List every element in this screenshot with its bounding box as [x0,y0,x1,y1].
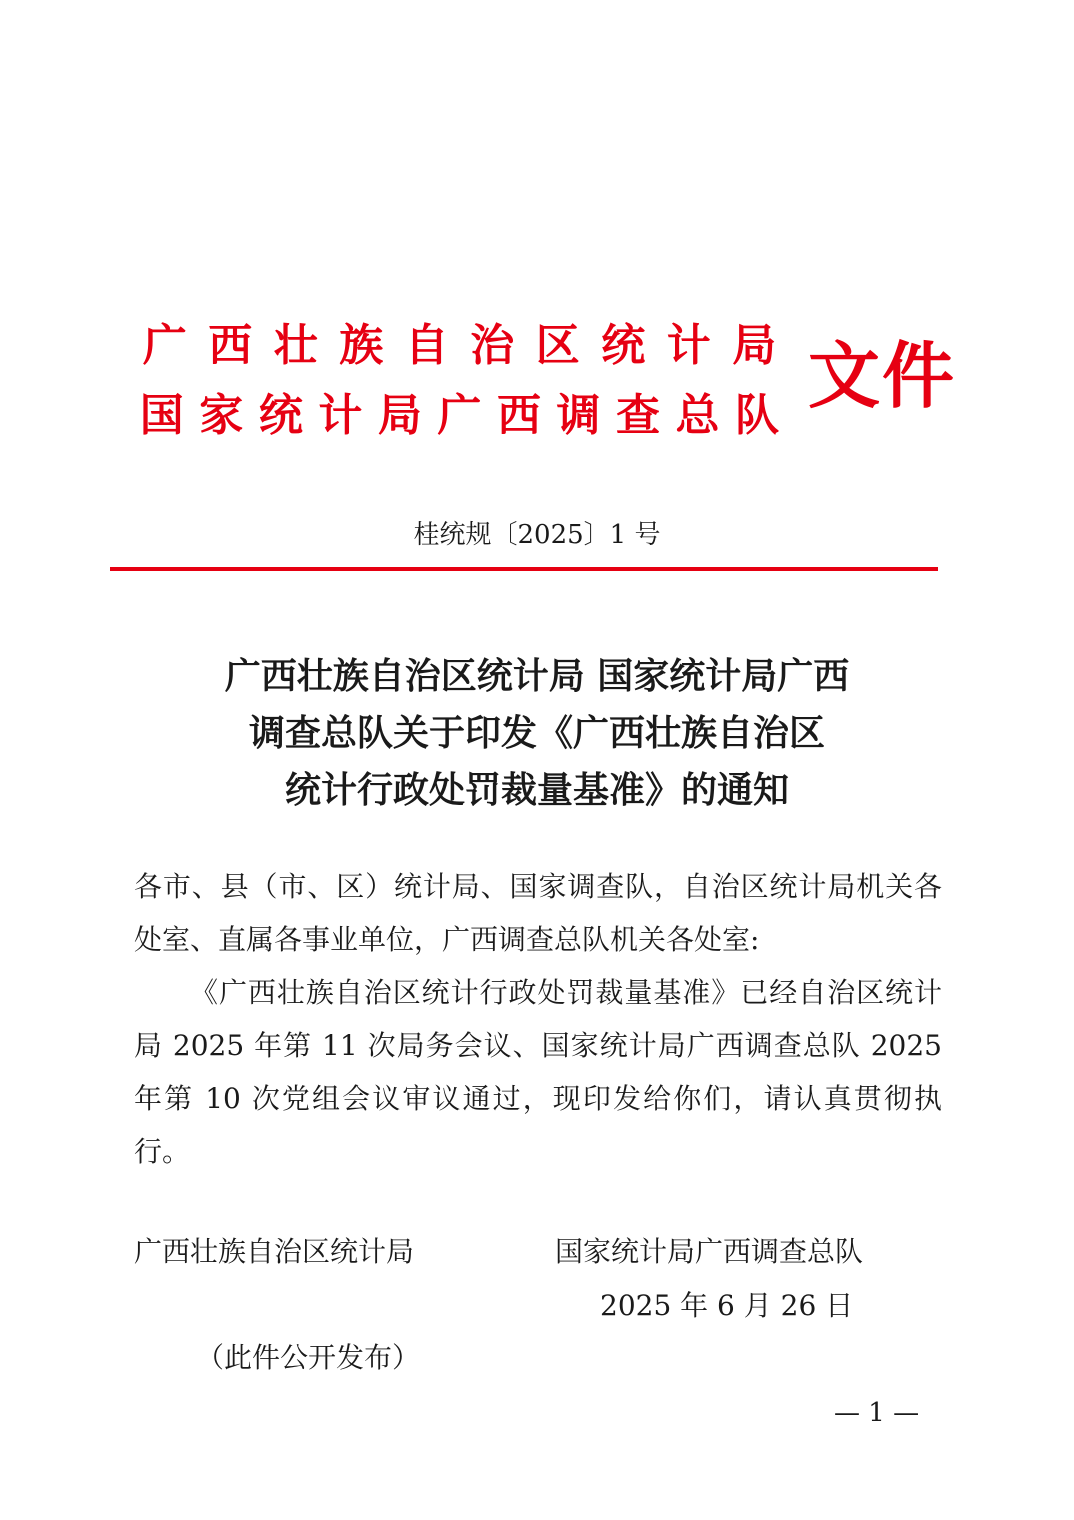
signature-date: 2025 年 6 月 26 日 [600,1289,854,1322]
document-type-label: 文件 [808,333,957,418]
issuer-line-survey-office: 国 家 统 计 局 广 西 调 查 总 队 [139,390,780,441]
title-line: 调查总队关于印发《广西壮族自治区 [248,712,825,754]
page-number: — 1 — [834,1398,920,1428]
red-divider [110,567,938,571]
document-title [0,648,1074,819]
title-line: 广西壮族自治区统计局 国家统计局广西 [224,655,850,697]
red-header [0,0,1074,460]
publish-note: （此件公开发布） [196,1341,421,1374]
addressee-paragraph: 各市、县（市、区）统计局、国家调查队，自治区统计局机关各处室、直属各事业单位，广西调查总队机关各处室: [134,870,942,956]
signature-statistics-bureau: 广西壮族自治区统计局 [134,1235,415,1268]
signature-survey-office: 国家统计局广西调查总队 [555,1235,864,1268]
main-paragraph: 《广西壮族自治区统计行政处罚裁量基准》已经自治区统计局 2025 年第 11 次局务会议、国家统计局广西调查总队 2025 年第 10 次党组会议审议通过，现印发给你们，请认真贯彻执行。 [134,976,942,1168]
title-line: 统计行政处罚裁量基准》的通知 [284,769,789,811]
document-number: 桂统规〔2025〕1 号 [413,520,661,550]
issuer-line-statistics-bureau: 广 西 壮 族 自 治 区 统 计 局 [142,320,777,371]
